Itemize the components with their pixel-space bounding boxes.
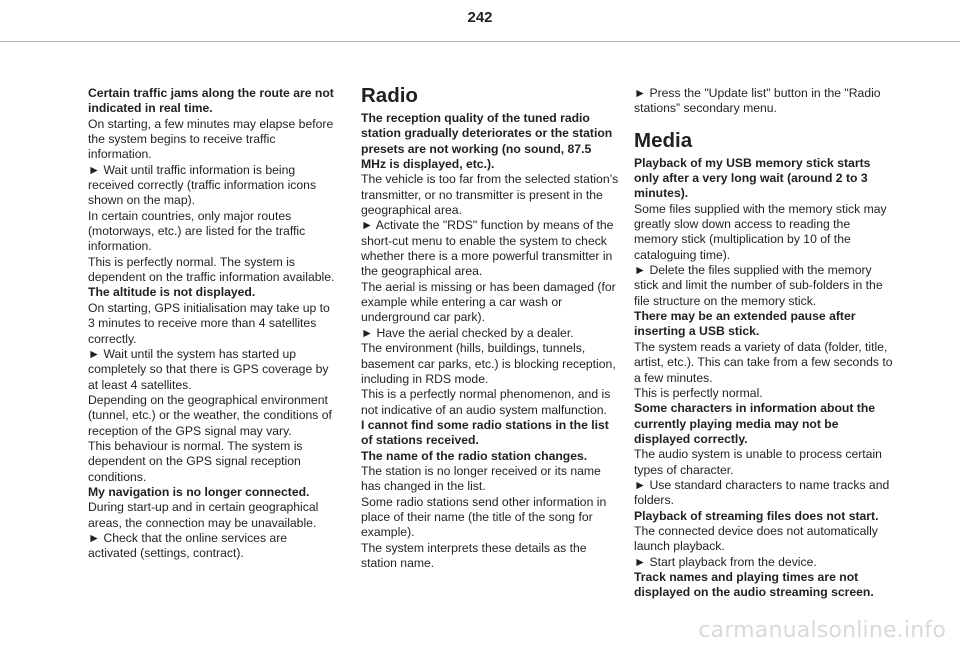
body-text: Depending on the geographical environment (tunnel, etc.) or the weather, the conditions of reception of the GPS signal may vary. xyxy=(88,392,332,438)
action-step: ► Use standard characters to name tracks and folders. xyxy=(634,477,890,508)
section-heading: Media xyxy=(634,128,693,152)
body-text: The station is no longer received or its name has changed in the list. xyxy=(361,463,601,494)
issue-title: Some characters in information about the currently playing media may not be displayed correctly. xyxy=(634,401,876,446)
body-text: On starting, GPS initialisation may take up to 3 minutes to receive more than 4 satellites correctly. xyxy=(88,300,330,346)
body-text: The system interprets these details as the station name. xyxy=(361,540,587,570)
body-text: Some radio stations send other information in place of their name (the title of the song for example). xyxy=(361,494,607,540)
issue-title: The name of the radio station changes. xyxy=(361,448,588,463)
issue-title: The reception quality of the tuned radio station gradually deteriorates or the station presets are not working (no sound, 87.5 MHz is displayed, etc.). xyxy=(361,111,613,172)
body-text: During start-up and in certain geographical areas, the connection may be unavailable. xyxy=(88,500,319,530)
column-1 xyxy=(88,86,338,562)
watermark: carmanualsonline.info xyxy=(698,618,946,643)
header-rule xyxy=(0,41,960,42)
issue-title: My navigation is no longer connected. xyxy=(88,484,310,499)
body-text: In certain countries, only major routes (motorways, etc.) are listed for the traffic information. xyxy=(88,208,306,254)
body-text: This is perfectly normal. xyxy=(634,385,763,400)
action-step: ► Activate the "RDS" function by means of the short-cut menu to enable the system to check whether there is a more powerful transmitter in the geographical area. xyxy=(361,218,614,279)
issue-title: I cannot find some radio stations in the list of stations received. xyxy=(361,417,609,448)
body-text: Some files supplied with the memory stick may greatly slow down access to reading the memory stick (multiplication by 10 of the cataloguing time). xyxy=(634,201,887,262)
action-step: ► Delete the files supplied with the memory stick and limit the number of sub-folders in the file structure on the memory stick. xyxy=(634,263,883,308)
body-text: The environment (hills, buildings, tunnels, basement car parks, etc.) is blocking reception, including in RDS mode. xyxy=(361,341,616,386)
body-text: The connected device does not automatically launch playback. xyxy=(634,523,878,554)
body-text: This is perfectly normal. The system is dependent on the traffic information available. xyxy=(88,254,335,285)
action-step: ► Start playback from the device. xyxy=(634,554,817,569)
issue-title: Playback of my USB memory stick starts only after a very long wait (around 2 to 3 minutes). xyxy=(634,155,871,201)
body-text: The audio system is unable to process certain types of character. xyxy=(634,447,882,477)
issue-title: Certain traffic jams along the route are not indicated in real time. xyxy=(88,86,334,116)
body-text: On starting, a few minutes may elapse before the system begins to receive traffic information. xyxy=(88,116,334,162)
column-3 xyxy=(634,86,896,601)
action-step: ► Wait until traffic information is being received correctly (traffic information icons shown on the map). xyxy=(88,162,317,208)
body-text: The aerial is missing or has been damaged (for example while entering a car wash or underground car park). xyxy=(361,279,616,325)
issue-title: Track names and playing times are not displayed on the audio streaming screen. xyxy=(634,569,874,600)
action-step: ► Wait until the system has started up completely so that there is GPS coverage by at least 4 satellites. xyxy=(88,346,329,392)
column-2 xyxy=(361,84,619,571)
issue-title: The altitude is not displayed. xyxy=(88,285,256,300)
body-text: This is a perfectly normal phenomenon, and is not indicative of an audio system malfunction. xyxy=(361,387,611,417)
page-number: 242 xyxy=(467,9,493,26)
section-heading: Radio xyxy=(361,84,418,107)
issue-title: Playback of streaming files does not start. xyxy=(634,508,879,523)
action-step: ► Press the "Update list" button in the "Radio stations” secondary menu. xyxy=(634,86,881,116)
body-text: This behaviour is normal. The system is dependent on the GPS signal reception conditions. xyxy=(88,438,303,484)
action-step: ► Check that the online services are activated (settings, contract). xyxy=(88,530,288,561)
action-step: ► Have the aerial checked by a dealer. xyxy=(361,325,574,340)
body-text: The vehicle is too far from the selected station’s transmitter, or no transmitter is present in the geographical area. xyxy=(361,172,619,218)
body-text: The system reads a variety of data (folder, title, artist, etc.). This can take from a few seconds to a few minutes. xyxy=(634,339,893,385)
issue-title: There may be an extended pause after inserting a USB stick. xyxy=(634,309,856,339)
